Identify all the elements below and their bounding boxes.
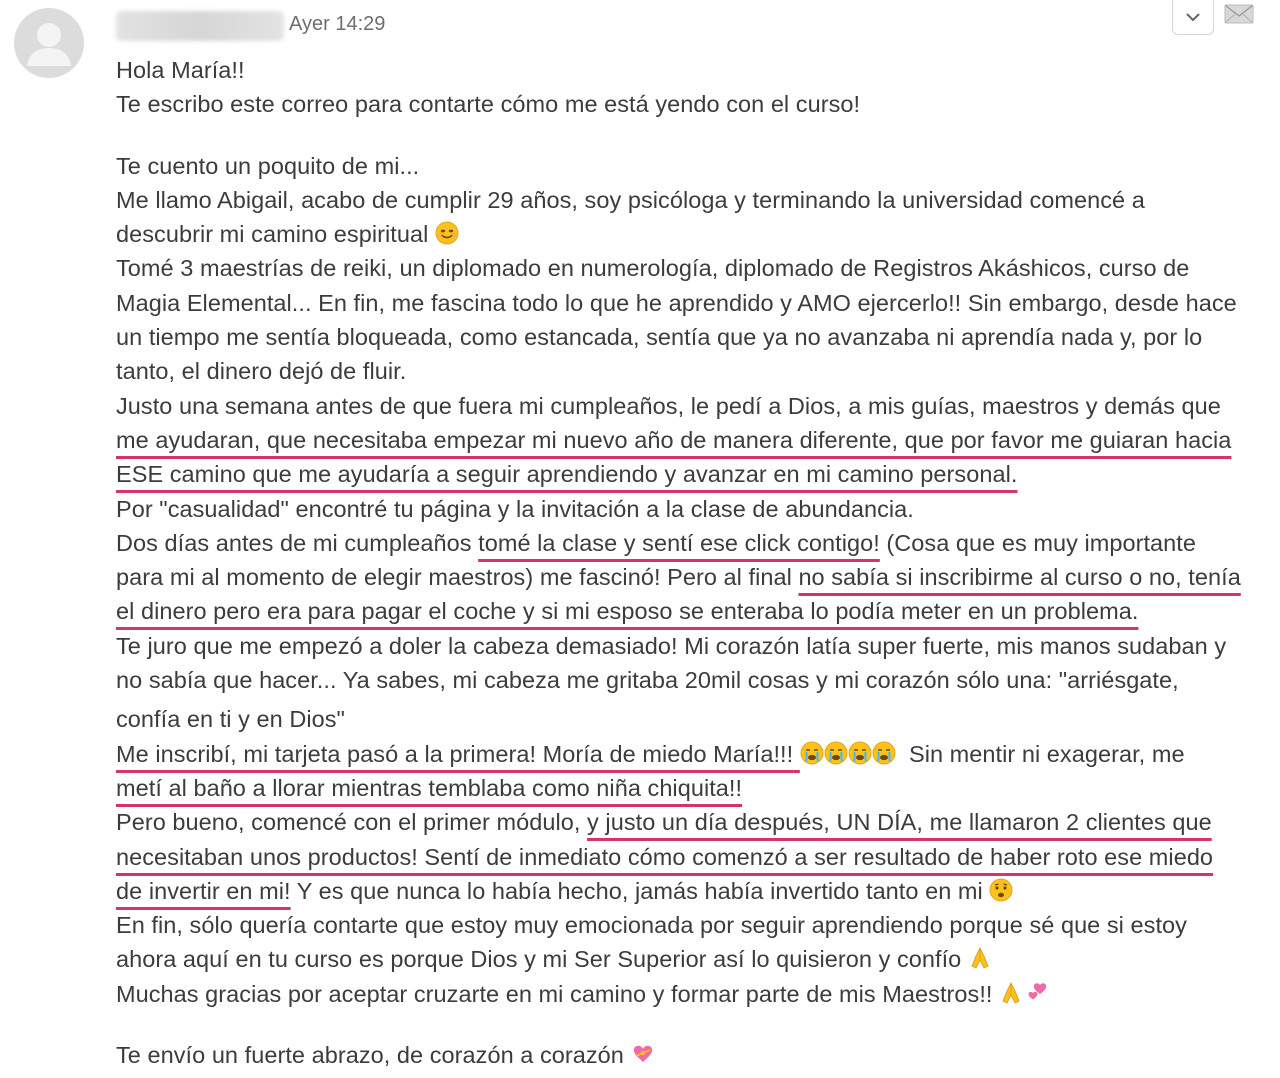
body-line: [116, 771, 1266, 805]
body-line: Te cuento un poquito de mi...: [116, 152, 420, 179]
crying-emoji-icon: [800, 740, 824, 774]
more-options-button[interactable]: [1172, 0, 1214, 35]
body-line: para mi al momento de elegir maestros) me fascinó! Pero al final no sabía si inscribirme al curso o no, tenía: [116, 564, 1241, 591]
worried-emoji-icon: [989, 877, 1013, 911]
praying-hands-emoji-icon: [999, 980, 1023, 1014]
crying-emoji-icon: [824, 740, 848, 774]
sender-avatar: [14, 8, 84, 78]
body-line: [116, 594, 1266, 628]
body-line: Te escribo este correo para contarte cómo me está yendo con el curso!: [116, 91, 861, 118]
body-line: no sabía que hacer... Ya sabes, mi cabeza me gritaba 20mil cosas y mi corazón sólo una: "arriésgate,: [116, 667, 1179, 694]
body-line: Me llamo Abigail, acabo de cumplir 29 años, soy psicóloga y terminando la universidad comencé a: [116, 186, 1145, 213]
body-line: de invertir en mi! Y es que nunca lo había hecho, jamás había invertido tanto en mi: [116, 874, 1266, 908]
body-line: [116, 457, 1266, 491]
body-line: Dos días antes de mi cumpleaños tomé la clase y sentí ese click contigo! (Cosa que es muy importante: [116, 529, 1196, 556]
highlighted-text: Me inscribí, mi tarjeta pasó a la primera! Moría de miedo María!!!: [116, 741, 896, 767]
body-line: descubrir mi camino espiritual: [116, 217, 1266, 251]
highlighted-text: no sabía si inscribirme al curso o no, tenía: [798, 564, 1241, 591]
highlighted-text: y justo un día después, UN DÍA, me llamaron 2 clientes que: [587, 809, 1212, 836]
body-line: Me inscribí, mi tarjeta pasó a la primera! Moría de miedo María!!! Sin mentir ni exagerar, me: [116, 737, 1266, 771]
highlighted-text: necesitaban unos productos! Sentí de inmediato cómo comenzó a ser resultado de haber roto ese miedo: [116, 843, 1214, 870]
body-line: [116, 423, 1266, 457]
body-line: Por "casualidad" encontré tu página y la invitación a la clase de abundancia.: [116, 495, 914, 522]
avatar-icon: [14, 8, 84, 78]
body-line: un tiempo me sentía bloqueada, como estancada, sentía que ya no avanzaba ni aprendía nada y, por lo: [116, 324, 1203, 351]
body-line: Justo una semana antes de que fuera mi cumpleaños, le pedí a Dios, a mis guías, maestros y demás que: [116, 392, 1221, 419]
body-line: Te juro que me empezó a doler la cabeza demasiado! Mi corazón latía super fuerte, mis manos sudaban y: [116, 632, 1227, 659]
highlighted-text: tomé la clase y sentí ese click contigo!: [478, 529, 880, 556]
chevron-down-icon: [1186, 13, 1200, 22]
mail-icon: [1224, 4, 1254, 24]
heart-ribbon-emoji-icon: [631, 1041, 655, 1075]
highlighted-text: el dinero pero era para pagar el coche y si mi esposo se enteraba lo podía meter en un problema.: [116, 598, 1139, 625]
highlighted-text: metí al baño a llorar mientras temblaba como niña chiquita!!: [116, 774, 743, 801]
crying-emoji-icon: [872, 740, 896, 774]
highlighted-text: me ayudaran, que necesitaba empezar mi nuevo año de manera diferente, que por favor me guiaran hacia: [116, 426, 1232, 453]
email-timestamp: Ayer 14:29: [289, 13, 386, 35]
body-line: Magia Elemental... En fin, me fascina todo lo que he aprendido y AMO ejercerlo!! Sin embargo, desde hace: [116, 289, 1237, 316]
sender-name-redacted: [116, 11, 284, 41]
body-line: Tomé 3 maestrías de reiki, un diplomado en numerología, diplomado de Registros Akáshicos, curso de: [116, 255, 1190, 282]
body-line: tanto, el dinero dejó de fluir.: [116, 358, 407, 385]
body-line: Muchas gracias por aceptar cruzarte en mi camino y formar parte de mis Maestros!!: [116, 977, 1266, 1011]
body-line: Hola María!!: [116, 57, 245, 83]
body-line: Te envío un fuerte abrazo, de corazón a corazón: [116, 1038, 1266, 1072]
smile-emoji-icon: [435, 220, 459, 254]
body-line: Pero bueno, comencé con el primer módulo, y justo un día después, UN DÍA, me llamaron 2 clientes que: [116, 809, 1212, 836]
crying-emoji-icon: [848, 740, 872, 774]
body-line: En fin, sólo quería contarte que estoy muy emocionada por seguir aprendiendo porque sé que si estoy: [116, 912, 1187, 939]
reply-mail-button[interactable]: [1224, 4, 1254, 29]
praying-hands-emoji-icon: [968, 945, 992, 979]
body-line: confía en ti y en Dios": [116, 706, 345, 733]
body-line: [116, 840, 1266, 874]
two-hearts-emoji-icon: [1025, 980, 1049, 1014]
highlighted-text: de invertir en mi!: [116, 877, 291, 904]
email-body: [116, 53, 1266, 1072]
highlighted-text: ESE camino que me ayudaría a seguir aprendiendo y avanzar en mi camino personal.: [116, 461, 1018, 488]
body-line: ahora aquí en tu curso es porque Dios y mi Ser Superior así lo quisieron y confío: [116, 942, 1266, 976]
